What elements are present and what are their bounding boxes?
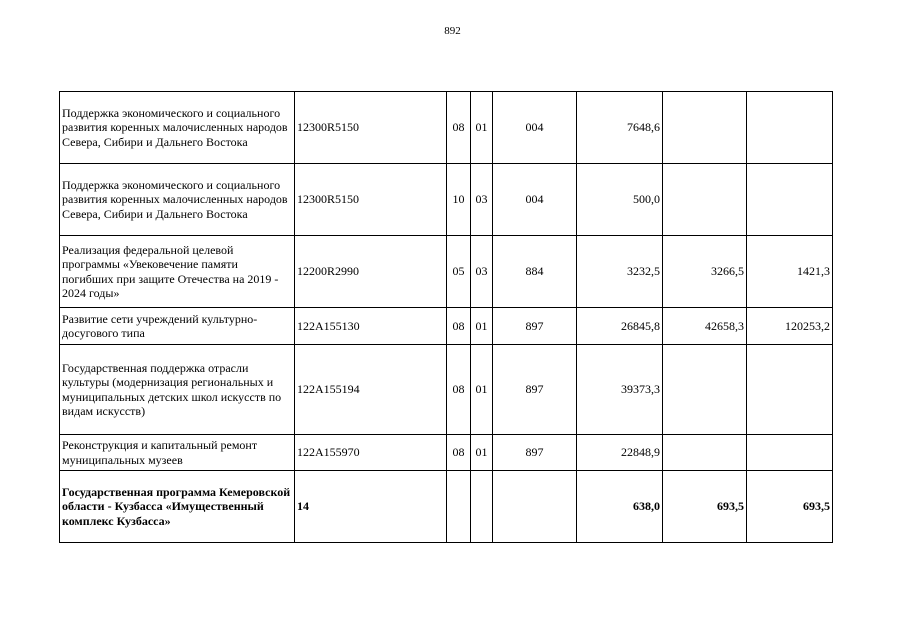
- row-year3-cell: [747, 164, 833, 236]
- row-year2-cell: [663, 164, 747, 236]
- row-group-cell: 004: [493, 164, 577, 236]
- table-row: [60, 164, 833, 236]
- row-year3-cell: [747, 345, 833, 435]
- row-year3-cell: 693,5: [747, 471, 833, 543]
- row-year2-cell: [663, 435, 747, 471]
- row-name-cell: Государственная программа Кемеровской области - Кузбасса «Имущественный комплекс Кузбасса»: [60, 471, 295, 543]
- row-name-cell: Реализация федеральной целевой программы «Увековечение памяти погибших при защите Отечества на 2019 - 2024 годы»: [60, 236, 295, 308]
- row-year3-cell: [747, 92, 833, 164]
- row-year1-cell: 22848,9: [577, 435, 663, 471]
- row-subsection-cell: [471, 471, 493, 543]
- row-group-cell: 897: [493, 435, 577, 471]
- row-subsection-cell: 01: [471, 308, 493, 345]
- row-code-cell: 122A155970: [295, 435, 447, 471]
- row-code-cell: 12300R5150: [295, 92, 447, 164]
- row-name-cell: Реконструкция и капитальный ремонт муниципальных музеев: [60, 435, 295, 471]
- table-row: [60, 345, 833, 435]
- row-code-cell: 122A155130: [295, 308, 447, 345]
- row-subsection-cell: 01: [471, 345, 493, 435]
- row-year2-cell: 693,5: [663, 471, 747, 543]
- row-year1-cell: 7648,6: [577, 92, 663, 164]
- row-name-cell: Поддержка экономического и социального развития коренных малочисленных народов Севера, Сибири и Дальнего Востока: [60, 164, 295, 236]
- row-subsection-cell: 03: [471, 164, 493, 236]
- row-year1-cell: 26845,8: [577, 308, 663, 345]
- table-row: [60, 471, 833, 543]
- row-year2-cell: 42658,3: [663, 308, 747, 345]
- row-name-cell: Развитие сети учреждений культурно-досугового типа: [60, 308, 295, 345]
- row-section-cell: 08: [447, 92, 471, 164]
- row-group-cell: 897: [493, 308, 577, 345]
- table-row: [60, 236, 833, 308]
- row-year1-cell: 500,0: [577, 164, 663, 236]
- table-row: [60, 92, 833, 164]
- row-year2-cell: [663, 345, 747, 435]
- row-group-cell: 884: [493, 236, 577, 308]
- row-year1-cell: 638,0: [577, 471, 663, 543]
- row-section-cell: 08: [447, 435, 471, 471]
- row-section-cell: 08: [447, 308, 471, 345]
- row-year2-cell: 3266,5: [663, 236, 747, 308]
- row-code-cell: 122A155194: [295, 345, 447, 435]
- budget-table: [59, 91, 833, 543]
- row-group-cell: 004: [493, 92, 577, 164]
- table-row: [60, 435, 833, 471]
- row-year3-cell: 1421,3: [747, 236, 833, 308]
- row-subsection-cell: 03: [471, 236, 493, 308]
- row-subsection-cell: 01: [471, 92, 493, 164]
- row-year3-cell: 120253,2: [747, 308, 833, 345]
- row-code-cell: 14: [295, 471, 447, 543]
- row-section-cell: 05: [447, 236, 471, 308]
- row-year2-cell: [663, 92, 747, 164]
- row-code-cell: 12200R2990: [295, 236, 447, 308]
- row-subsection-cell: 01: [471, 435, 493, 471]
- row-group-cell: 897: [493, 345, 577, 435]
- page-number: 892: [444, 25, 461, 37]
- row-group-cell: [493, 471, 577, 543]
- row-name-cell: Государственная поддержка отрасли культуры (модернизация региональных и муниципальных детских школ искусств по видам искусств): [60, 345, 295, 435]
- row-section-cell: 10: [447, 164, 471, 236]
- row-year3-cell: [747, 435, 833, 471]
- row-year1-cell: 3232,5: [577, 236, 663, 308]
- budget-table-body: [60, 92, 833, 543]
- row-name-cell: Поддержка экономического и социального развития коренных малочисленных народов Севера, Сибири и Дальнего Востока: [60, 92, 295, 164]
- table-row: [60, 308, 833, 345]
- row-section-cell: [447, 471, 471, 543]
- row-section-cell: 08: [447, 345, 471, 435]
- row-year1-cell: 39373,3: [577, 345, 663, 435]
- row-code-cell: 12300R5150: [295, 164, 447, 236]
